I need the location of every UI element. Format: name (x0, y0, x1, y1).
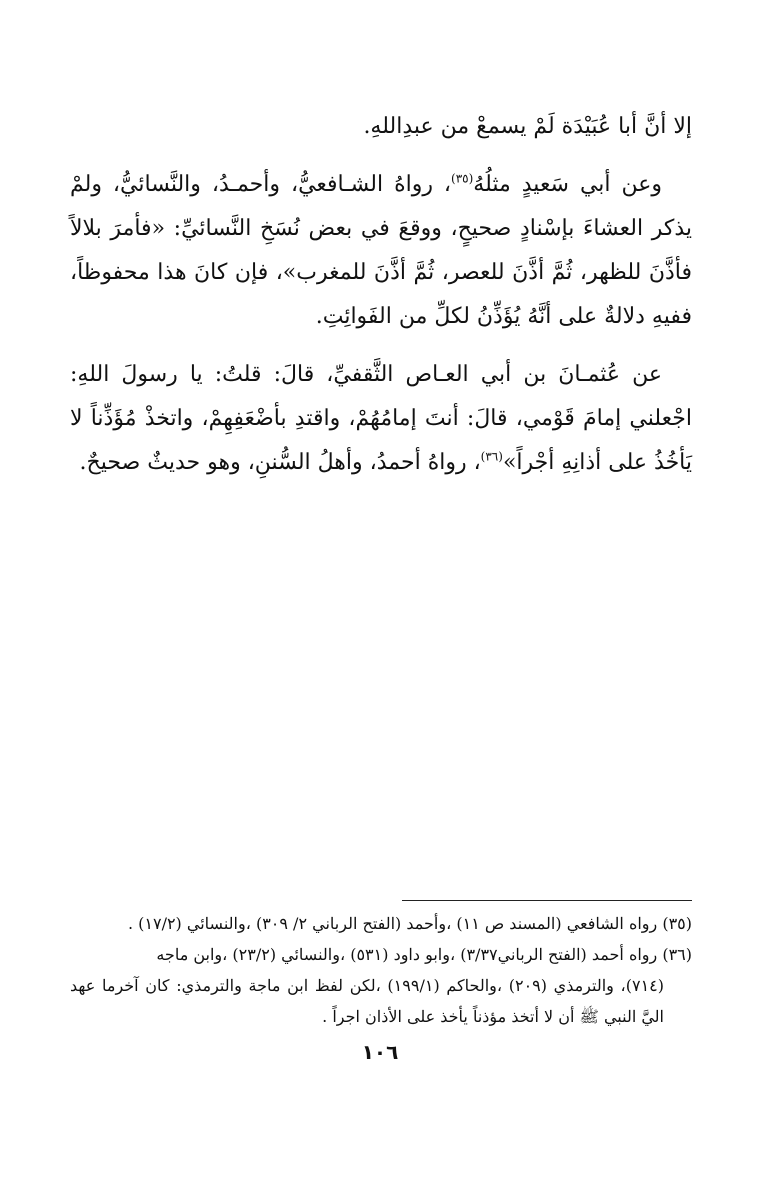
paragraph-1 (70, 105, 692, 149)
paragraph-2-text-before: وعن أبي سَعيدٍ مثلُهُ (473, 172, 662, 197)
footnotes (70, 908, 692, 1032)
paragraph-3 (70, 353, 692, 485)
paragraph-3-text-after: ، رواهُ أحمدُ، وأهلُ السُّننِ، وهو حديثٌ صحيحٌ. (79, 450, 481, 475)
paragraph-2-text-after: ، رواهُ الشـافعيُّ، وأحمـدُ، والنَّسائيُّ، ولمْ يذكر العشاءَ بإسْنادٍ صحيحٍ، ووقعَ في بعض نُسَخِ النَّسائيِّ: «فأمرَ بلالاً فأذَّنَ للظهر، ثُمَّ أذَّنَ للعصر، ثُمَّ أذَّنَ للمغرب»، فإن كانَ هذا محفوظاً، ففيهِ دلالةٌ على أنَّهُ يُؤَذِّنُ لكلِّ من الفَوائِتِ. (70, 172, 692, 329)
footnote-separator (402, 900, 692, 901)
footnote-36: (٣٦) رواه أحمد (الفتح الرباني٣/٣٧) ،وابو داود (٥٣١) ،والنسائي (٢٣/٢) ،وابن ماجه (156, 945, 692, 964)
footnote-36-continuation: (٧١٤)، والترمذي (٢٠٩) ،والحاكم (١٩٩/١) ،لكن لفظ ابن ماجة والترمذي: كان آخرما عهد اليَّ النبي ﷺ أن لا أتخذ مؤذناً يأخذ على الأذان اجراً . (70, 976, 664, 1026)
footnote-35: (٣٥) رواه الشافعي (المسند ص ١١) ،وأحمد (الفتح الرباني ٢/ ٣٠٩) ،والنسائي (١٧/٢) . (127, 914, 692, 933)
page-number: ١٠٦ (361, 1040, 399, 1064)
paragraph-3-text-before: عن عُثمـانَ بن أبي العـاص الثَّقفيِّ، قالَ: قلتُ: يا رسولَ اللهِ: اجْعلني إمامَ قَوْمي، قالَ: أنتَ إمامُهُمْ، واقتدِ بأضْعَفِهِمْ، واتخذْ مُؤَذِّناً لا يَأخُذُ على أذانِهِ أجْراً» (70, 362, 692, 475)
footnote-ref-35: (٣٥) (451, 171, 474, 186)
main-text (70, 105, 692, 499)
paragraph-2 (70, 163, 692, 339)
paragraph-1-text: إلا أنَّ أبا عُبَيْدَة لَمْ يسمعْ من عبدِاللهِ. (363, 114, 692, 139)
footnote-ref-36: (٣٦) (480, 449, 503, 464)
